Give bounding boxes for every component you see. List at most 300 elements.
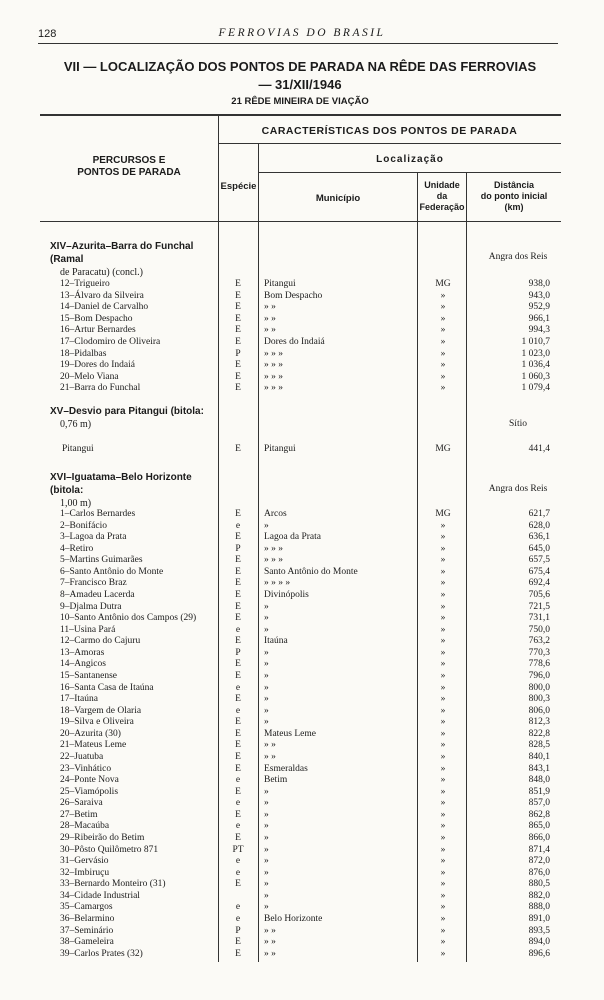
table-row: [0, 764, 604, 776]
municipality: »: [264, 844, 269, 855]
federation-unit: »: [440, 383, 446, 394]
station-type: E: [235, 809, 241, 820]
federation-unit: »: [440, 694, 446, 705]
running-head: [38, 26, 566, 42]
station-name: 7–Francisco Braz: [60, 578, 127, 589]
municipality: »: [264, 682, 269, 693]
table-row: [0, 578, 604, 590]
federation-unit: »: [440, 948, 446, 959]
federation-unit: »: [440, 613, 446, 624]
station-name: Pitangui: [62, 444, 94, 454]
federation-unit: »: [440, 532, 446, 543]
station-name: 3–Lagoa da Prata: [60, 532, 127, 543]
table-row: [0, 706, 604, 718]
header-characteristics: CARACTERÍSTICAS DOS PONTOS DE PARADA: [261, 125, 518, 137]
distance-km: 812,3: [528, 717, 550, 728]
distance-km: 843,1: [528, 763, 550, 774]
station-name: 6–Santo Antônio do Monte: [60, 566, 164, 577]
station-name: 34–Cidade Industrial: [60, 890, 140, 901]
station-type: E: [235, 728, 241, 739]
station-type: e: [235, 682, 241, 693]
station-type: E: [235, 578, 241, 589]
station-name: 21–Barra do Funchal: [60, 383, 141, 394]
municipality: »: [264, 879, 269, 890]
distance-km: 966,1: [528, 313, 550, 324]
municipality: Belo Horizonte: [264, 913, 323, 924]
station-type: E: [235, 670, 241, 681]
header-rule-localizacao: [259, 172, 561, 173]
header-rule: [38, 43, 558, 44]
station-name: 28–Macaúba: [60, 821, 110, 832]
table-row: [0, 949, 604, 961]
table-row: [0, 325, 604, 337]
distance-km: 750,0: [528, 624, 550, 635]
station-type: P: [235, 348, 241, 359]
municipality: »: [264, 902, 269, 913]
municipality: »: [264, 809, 269, 820]
station-type: P: [235, 925, 241, 936]
station-name: 22–Juatuba: [60, 751, 104, 762]
section-xiv-origin: Angra dos Reis: [488, 252, 548, 262]
table-row: [0, 902, 604, 914]
municipality: »: [264, 798, 269, 809]
distance-km: 891,0: [528, 913, 550, 924]
table-row: [0, 337, 604, 349]
station-type: E: [235, 879, 241, 890]
station-type: E: [235, 509, 241, 519]
federation-unit: »: [440, 636, 446, 647]
municipality: »: [264, 670, 269, 681]
table-row: [0, 694, 604, 706]
municipality: »: [264, 867, 269, 878]
distance-km: 778,6: [528, 659, 550, 670]
table-row: [0, 383, 604, 395]
station-type: E: [235, 694, 241, 705]
federation-unit: MG: [435, 279, 451, 289]
federation-unit: »: [440, 925, 446, 936]
municipality: Betim: [264, 775, 288, 786]
distance-km: 806,0: [528, 705, 550, 716]
distance-km: 880,5: [528, 879, 550, 890]
municipality: Pitangui: [264, 279, 296, 289]
station-type: E: [235, 659, 241, 670]
station-type: e: [235, 867, 241, 878]
station-name: 31–Gervásio: [60, 856, 109, 867]
journal-title: FERROVIAS DO BRASIL: [218, 27, 386, 39]
section-xvi-origin: Angra dos Reis: [488, 484, 548, 494]
station-name: 15–Santanense: [60, 670, 117, 681]
title-line-1: VII — LOCALIZAÇÃO DOS PONTOS DE PARADA NA RÊDE DAS FERROVIAS: [63, 59, 537, 74]
station-type: E: [235, 444, 241, 454]
station-name: 11–Usina Pará: [60, 624, 116, 635]
station-name: 23–Vinhático: [60, 763, 112, 774]
distance-km: 943,0: [528, 290, 550, 301]
distance-km: 636,1: [528, 532, 550, 543]
table-row: [0, 787, 604, 799]
distance-km: 840,1: [528, 751, 550, 762]
municipality: Arcos: [264, 509, 287, 519]
municipality: Itaúna: [264, 636, 288, 647]
federation-unit: »: [440, 647, 446, 658]
federation-unit: »: [440, 740, 446, 751]
distance-km: 994,3: [528, 325, 550, 336]
distance-km: 894,0: [528, 937, 550, 948]
distance-km: 862,8: [528, 809, 550, 820]
table-row: [0, 683, 604, 695]
table-row: [0, 567, 604, 579]
header-municipio: Município: [315, 193, 361, 204]
distance-km: 796,0: [528, 670, 550, 681]
federation-unit: MG: [435, 509, 451, 519]
station-type: e: [235, 913, 241, 924]
federation-unit: »: [440, 728, 446, 739]
table-row: [0, 279, 604, 291]
municipality: »: [264, 705, 269, 716]
distance-km: 1 079,4: [521, 383, 550, 394]
table-row: [0, 314, 604, 326]
federation-unit: »: [440, 543, 446, 554]
table-row: [0, 302, 604, 314]
station-type: E: [235, 360, 241, 371]
federation-unit: »: [440, 659, 446, 670]
station-name: 27–Betim: [60, 809, 98, 820]
table-row: [0, 444, 604, 456]
municipality: Lagoa da Prata: [264, 532, 321, 543]
station-name: 14–Daniel de Carvalho: [60, 302, 149, 313]
distance-km: 441,4: [528, 444, 550, 454]
station-type: e: [235, 821, 241, 832]
station-type: PT: [232, 844, 244, 855]
federation-unit: »: [440, 798, 446, 809]
station-type: e: [235, 520, 241, 531]
municipality: Pitangui: [264, 444, 296, 454]
station-name: 20–Azurita (30): [60, 728, 121, 739]
station-type: E: [235, 948, 241, 959]
table-row: [0, 532, 604, 544]
station-type: E: [235, 532, 241, 543]
table-row: [0, 879, 604, 891]
station-type: P: [235, 543, 241, 554]
federation-unit: »: [440, 751, 446, 762]
municipality: »: [264, 694, 269, 705]
federation-unit: »: [440, 937, 446, 948]
table-row: [0, 613, 604, 625]
table-row: [0, 740, 604, 752]
table-row: [0, 509, 604, 521]
station-name: 19–Dores do Indaiá: [60, 360, 135, 371]
distance-km: 692,4: [528, 578, 550, 589]
header-unidade-federacao: Unidade da Federação: [419, 180, 465, 212]
distance-km: 763,2: [528, 636, 550, 647]
station-name: 17–Itaúna: [60, 694, 98, 705]
section-xiv-heading: XIV–Azurita–Barra do Funchal (Ramal de Paracatu) (concl.): [50, 241, 194, 278]
federation-unit: »: [440, 775, 446, 786]
station-name: 18–Vargem de Olaria: [60, 705, 142, 716]
federation-unit: »: [440, 520, 446, 531]
station-type: E: [235, 786, 241, 797]
distance-km: 952,9: [528, 302, 550, 313]
federation-unit: »: [440, 601, 446, 612]
municipality: » » »: [264, 555, 283, 566]
distance-km: 800,0: [528, 682, 550, 693]
distance-km: 621,7: [528, 509, 550, 519]
station-name: 37–Seminário: [60, 925, 114, 936]
federation-unit: »: [440, 325, 446, 336]
distance-km: 1 060,3: [521, 371, 550, 382]
federation-unit: »: [440, 290, 446, 301]
distance-km: 705,6: [528, 589, 550, 600]
page-number: 128: [38, 28, 57, 40]
station-name: 15–Bom Despacho: [60, 313, 133, 324]
station-type: E: [235, 636, 241, 647]
station-name: 21–Mateus Leme: [60, 740, 127, 751]
station-name: 32–Imbiruçu: [60, 867, 110, 878]
federation-unit: »: [440, 624, 446, 635]
municipality: Divinópolis: [264, 589, 309, 600]
federation-unit: »: [440, 844, 446, 855]
distance-km: 675,4: [528, 566, 550, 577]
distance-km: 872,0: [528, 856, 550, 867]
table-row: [0, 544, 604, 556]
station-type: E: [235, 589, 241, 600]
station-name: 19–Silva e Oliveira: [60, 717, 134, 728]
table-row: [0, 291, 604, 303]
table-row: [0, 625, 604, 637]
table-row: [0, 671, 604, 683]
distance-km: 865,0: [528, 821, 550, 832]
station-type: e: [235, 798, 241, 809]
table-row: [0, 891, 604, 903]
station-name: 4–Retiro: [60, 543, 94, 554]
municipality: »: [264, 786, 269, 797]
municipality: »: [264, 601, 269, 612]
station-type: e: [235, 775, 241, 786]
station-name: 26–Saraiva: [60, 798, 103, 809]
municipality: » »: [264, 937, 276, 948]
station-name: 17–Clodomiro de Oliveira: [60, 337, 161, 347]
station-type: E: [235, 566, 241, 577]
municipality: » »: [264, 325, 276, 336]
station-type: e: [235, 902, 241, 913]
header-percursos: PERCURSOS E PONTOS DE PARADA: [77, 155, 181, 178]
municipality: »: [264, 856, 269, 867]
federation-unit: »: [440, 809, 446, 820]
distance-km: 770,3: [528, 647, 550, 658]
municipality: »: [264, 717, 269, 728]
federation-unit: »: [440, 786, 446, 797]
table-row: [0, 856, 604, 868]
station-type: e: [235, 624, 241, 635]
municipality: » »: [264, 751, 276, 762]
federation-unit: »: [440, 832, 446, 843]
distance-km: 1 023,0: [521, 348, 550, 359]
station-type: E: [235, 555, 241, 566]
station-name: 16–Santa Casa de Itaúna: [60, 682, 154, 693]
station-type: E: [235, 313, 241, 324]
table-row: [0, 555, 604, 567]
station-type: E: [235, 832, 241, 843]
station-name: 33–Bernardo Monteiro (31): [60, 879, 166, 890]
station-type: e: [235, 856, 241, 867]
table-row: [0, 845, 604, 857]
federation-unit: »: [440, 348, 446, 359]
station-type: E: [235, 613, 241, 624]
table-row: [0, 914, 604, 926]
federation-unit: »: [440, 705, 446, 716]
distance-km: 871,4: [528, 844, 550, 855]
station-name: 25–Viamópolis: [60, 786, 119, 797]
station-type: E: [235, 325, 241, 336]
distance-km: 628,0: [528, 520, 550, 531]
federation-unit: MG: [435, 444, 451, 454]
station-type: E: [235, 937, 241, 948]
federation-unit: »: [440, 360, 446, 371]
municipality: » » »: [264, 383, 283, 394]
station-name: 20–Melo Viana: [60, 371, 119, 382]
section-xv-origin: Sítio: [509, 419, 527, 429]
station-name: 1–Carlos Bernardes: [60, 509, 136, 519]
station-type: E: [235, 279, 241, 289]
station-name: 8–Amadeu Lacerda: [60, 589, 135, 600]
municipality: Esmeraldas: [264, 763, 308, 774]
municipality: » »: [264, 302, 276, 313]
station-name: 36–Belarmino: [60, 913, 115, 924]
station-type: e: [235, 705, 241, 716]
federation-unit: »: [440, 670, 446, 681]
municipality: »: [264, 659, 269, 670]
table-row: [0, 349, 604, 361]
municipality: »: [264, 520, 269, 531]
table-row: [0, 775, 604, 787]
federation-unit: »: [440, 856, 446, 867]
federation-unit: »: [440, 682, 446, 693]
federation-unit: »: [440, 313, 446, 324]
table-row: [0, 717, 604, 729]
railway-subtitle: 21 RÊDE MINEIRA DE VIAÇÃO: [231, 96, 369, 107]
distance-km: 888,0: [528, 902, 550, 913]
distance-km: 857,0: [528, 798, 550, 809]
municipality: Mateus Leme: [264, 728, 316, 739]
station-type: P: [235, 647, 241, 658]
table-row: [0, 659, 604, 671]
table-row: [0, 833, 604, 845]
station-type: E: [235, 383, 241, 394]
header-especie: Espécie: [220, 181, 257, 192]
station-name: 9–Djalma Dutra: [60, 601, 122, 612]
federation-unit: »: [440, 867, 446, 878]
municipality: » »: [264, 313, 276, 324]
federation-unit: »: [440, 555, 446, 566]
table-row: [0, 868, 604, 880]
station-name: 13–Álvaro da Silveira: [60, 290, 144, 301]
distance-km: 645,0: [528, 543, 550, 554]
distance-km: 800,3: [528, 694, 550, 705]
station-name: 10–Santo Antônio dos Campos (29): [60, 613, 197, 624]
station-name: 5–Martins Guimarães: [60, 555, 143, 566]
federation-unit: »: [440, 821, 446, 832]
station-name: 38–Gameleira: [60, 937, 114, 948]
station-type: E: [235, 302, 241, 313]
table-row: [0, 752, 604, 764]
station-name: 29–Ribeirão do Betim: [60, 832, 145, 843]
station-type: E: [235, 371, 241, 382]
distance-km: 893,5: [528, 925, 550, 936]
table-row: [0, 798, 604, 810]
station-name: 2–Bonifácio: [60, 520, 107, 531]
distance-km: 1 036,4: [521, 360, 550, 371]
municipality: »: [264, 613, 269, 624]
municipality: »: [264, 890, 269, 901]
federation-unit: »: [440, 890, 446, 901]
distance-km: 896,6: [528, 948, 550, 959]
page-title: [40, 58, 560, 94]
station-type: E: [235, 763, 241, 774]
table-row: [0, 648, 604, 660]
federation-unit: »: [440, 717, 446, 728]
station-name: 30–Pôsto Quilômetro 871: [60, 844, 159, 855]
federation-unit: »: [440, 589, 446, 600]
federation-unit: »: [440, 371, 446, 382]
federation-unit: »: [440, 302, 446, 313]
table-row: [0, 926, 604, 938]
municipality: »: [264, 821, 269, 832]
station-name: 39–Carlos Prates (32): [60, 948, 143, 959]
station-name: 12–Trigueiro: [60, 279, 110, 289]
station-name: 14–Angicos: [60, 659, 106, 670]
municipality: Santo Antônio do Monte: [264, 566, 358, 577]
table-row: [0, 729, 604, 741]
federation-unit: »: [440, 879, 446, 890]
federation-unit: »: [440, 902, 446, 913]
federation-unit: »: [440, 337, 446, 347]
municipality: » » »: [264, 371, 283, 382]
municipality: Bom Despacho: [264, 290, 323, 301]
table-row: [0, 821, 604, 833]
distance-km: 876,0: [528, 867, 550, 878]
distance-km: 828,5: [528, 740, 550, 751]
municipality: » »: [264, 925, 276, 936]
station-name: 13–Amoras: [60, 647, 105, 658]
table-row: [0, 937, 604, 949]
section-xvi-heading: XVI–Iguatama–Belo Horizonte (bitola: 1,00 m): [50, 472, 192, 509]
federation-unit: »: [440, 763, 446, 774]
table-row: [0, 360, 604, 372]
distance-km: 848,0: [528, 775, 550, 786]
municipality: » »: [264, 948, 276, 959]
distance-km: 938,0: [528, 279, 550, 289]
table-row: [0, 602, 604, 614]
distance-km: 731,1: [528, 613, 550, 624]
federation-unit: »: [440, 566, 446, 577]
municipality: Dores do Indaiá: [264, 337, 325, 347]
station-name: 24–Ponte Nova: [60, 775, 119, 786]
municipality: »: [264, 624, 269, 635]
header-bottom-rule: [40, 221, 561, 222]
station-type: E: [235, 751, 241, 762]
municipality: »: [264, 647, 269, 658]
station-type: E: [235, 740, 241, 751]
table-row: [0, 590, 604, 602]
municipality: » » »: [264, 360, 283, 371]
station-name: 18–Pidalbas: [60, 348, 107, 359]
federation-unit: »: [440, 578, 446, 589]
station-type: E: [235, 601, 241, 612]
table-row: [0, 636, 604, 648]
distance-km: 851,9: [528, 786, 550, 797]
federation-unit: »: [440, 913, 446, 924]
table-top-rule: [40, 114, 561, 116]
header-localizacao: Localização: [376, 154, 444, 165]
